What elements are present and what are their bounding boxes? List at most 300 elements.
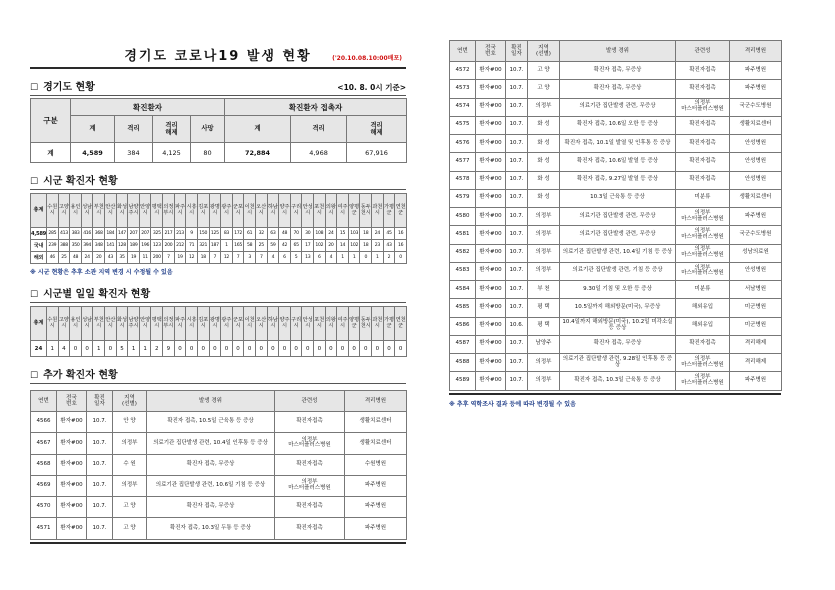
case-nat: 환자#00 [57, 475, 87, 496]
case-nat: 환자#00 [476, 317, 506, 335]
sigun-cell: 17 [302, 240, 314, 252]
table-row [450, 189, 782, 207]
sigun-row [31, 252, 407, 264]
sigun-cell: 20 [93, 252, 105, 264]
sigun-cell: 45 [383, 228, 395, 240]
case-cause: 의료기관 집단발생 관련, 무증상 [560, 226, 676, 244]
daily-cell: 0 [81, 341, 93, 357]
city-header: 가평군 [383, 194, 395, 228]
case-hospital: 파주병원 [730, 62, 782, 80]
table-row [450, 98, 782, 116]
table-row [450, 62, 782, 80]
daily-cell: 5 [116, 341, 128, 357]
sigun-cell: 42 [279, 240, 291, 252]
daily-cell: 1 [139, 341, 151, 357]
summary-subheader: 계 [225, 116, 291, 143]
case-region: 평 택 [528, 317, 560, 335]
gg-summary-table [30, 98, 407, 163]
summary-value: 72,884 [225, 143, 291, 163]
city-header: 성남시 [81, 194, 93, 228]
sigun-cell: 70 [290, 228, 302, 240]
case-cause: 확진자 접촉, 10.5일 근육통 등 증상 [147, 412, 275, 433]
case-nat: 환자#00 [476, 354, 506, 372]
cases-table-right [449, 40, 782, 391]
case-no: 4589 [450, 372, 476, 390]
case-nat: 환자#00 [476, 135, 506, 153]
city-header: 성남시 [81, 307, 93, 341]
city-header: 광명시 [209, 307, 221, 341]
case-hospital: 안성병원 [730, 153, 782, 171]
case-nat: 환자#00 [476, 335, 506, 353]
city-header: 하남시 [267, 307, 279, 341]
case-nat: 환자#00 [476, 116, 506, 134]
sigun-cell: 184 [105, 228, 117, 240]
case-cause: 확진자 접촉, 무증상 [147, 454, 275, 475]
case-relation: 확진자접촉 [676, 80, 730, 98]
sigun-row [31, 240, 407, 252]
cases-header: 확진 일자 [87, 391, 113, 412]
cases-table-left [30, 390, 407, 540]
sigun-cell: 187 [209, 240, 221, 252]
city-header: 군포시 [232, 194, 244, 228]
case-no: 4571 [31, 518, 57, 539]
section-gg-header [30, 78, 406, 93]
city-header: 김포시 [197, 194, 209, 228]
city-header: 이천시 [244, 194, 256, 228]
footnote: ※ 추후 역학조사 결과 등에 따라 변경될 수 있음 [449, 400, 576, 408]
case-no: 4570 [31, 497, 57, 518]
case-no: 4569 [31, 475, 57, 496]
case-region: 의정부 [528, 354, 560, 372]
case-cause: 10.3일 근육통 등 증상 [560, 189, 676, 207]
city-header: 오산시 [255, 194, 267, 228]
city-header: 남양주시 [128, 194, 140, 228]
case-hospital: 국군수도병원 [730, 98, 782, 116]
case-hospital: 안성병원 [730, 135, 782, 153]
case-relation: 의정부 마스터플러스병원 [676, 262, 730, 280]
case-cause: 의료기관 집단발생 관련, 무증상 [560, 208, 676, 226]
cases-header: 발생 경위 [147, 391, 275, 412]
case-relation: 의정부 마스터플러스병원 [676, 244, 730, 262]
city-header: 의정부시 [163, 194, 175, 228]
daily-cell: 1 [93, 341, 105, 357]
section-sigun-header [30, 172, 406, 187]
sigun-cell: 7 [255, 252, 267, 264]
sigun-cell: 212 [174, 240, 186, 252]
sigun-cell: 9 [186, 228, 198, 240]
sigun-cell: 388 [58, 240, 70, 252]
case-nat: 환자#00 [476, 80, 506, 98]
daily-cell: 1 [47, 341, 59, 357]
sigun-table [30, 193, 407, 264]
sigun-cell: 18 [360, 240, 372, 252]
daily-cell: 0 [279, 341, 291, 357]
title-divider [30, 67, 406, 69]
city-header: 광명시 [209, 194, 221, 228]
city-header: 군포시 [232, 307, 244, 341]
city-header: 가평군 [383, 307, 395, 341]
sigun-cell: 200 [151, 252, 163, 264]
table-row [450, 135, 782, 153]
case-hospital: 안성병원 [730, 171, 782, 189]
case-hospital: 생활치료센터 [345, 412, 407, 433]
case-no: 4566 [31, 412, 57, 433]
daily-cell: 9 [163, 341, 175, 357]
case-date: 10.7. [87, 475, 113, 496]
city-header: 연천군 [395, 307, 407, 341]
sigun-cell: 4 [325, 252, 337, 264]
case-hospital: 파주병원 [345, 518, 407, 539]
city-header: 화성시 [116, 194, 128, 228]
case-region: 남양주 [528, 335, 560, 353]
city-header: 과천시 [372, 307, 384, 341]
sigun-cell: 18 [197, 252, 209, 264]
case-cause: 의료기관 집단발생 관련, 10.6일 기침 등 증상 [147, 475, 275, 496]
case-hospital: 생활치료센터 [730, 189, 782, 207]
case-date: 10.6. [506, 317, 528, 335]
case-cause: 확진자 접촉, 10.3일 근육통 등 증상 [560, 372, 676, 390]
summary-subheader: 격리 해제 [153, 116, 191, 143]
case-region: 의정부 [528, 226, 560, 244]
sigun-cell: 3 [244, 252, 256, 264]
daily-cell: 0 [325, 341, 337, 357]
case-no: 4586 [450, 317, 476, 335]
sigun-cell: 239 [47, 240, 59, 252]
sigun-cell: 14 [337, 240, 349, 252]
case-date: 10.7. [506, 116, 528, 134]
case-relation: 확진자접촉 [275, 454, 345, 475]
section-daily-header [30, 285, 406, 300]
case-no: 4573 [450, 80, 476, 98]
daily-cell: 0 [186, 341, 198, 357]
case-nat: 환자#00 [476, 226, 506, 244]
sigun-cell: 19 [174, 252, 186, 264]
daily-cell: 0 [337, 341, 349, 357]
case-relation: 확진자접촉 [676, 116, 730, 134]
sigun-cell: 350 [70, 240, 82, 252]
daily-row [31, 341, 407, 357]
case-cause: 의료기관 집단발생 관련, 10.4일 기침 등 증상 [560, 244, 676, 262]
cases-header: 연번 [31, 391, 57, 412]
case-cause: 확진자 접촉, 10.6일 오한 등 증상 [560, 116, 676, 134]
sigun-cell: 0 [395, 252, 407, 264]
sigun-cell: 108 [314, 228, 326, 240]
case-no: 4583 [450, 262, 476, 280]
section-gg-title: 경기도 현황 [43, 82, 95, 93]
case-nat: 환자#00 [476, 62, 506, 80]
case-date: 10.7. [506, 135, 528, 153]
section-added-title: 추가 확진자 현황 [43, 370, 118, 381]
daily-cell: 0 [70, 341, 82, 357]
case-nat: 환자#00 [476, 153, 506, 171]
case-region: 수 원 [113, 454, 147, 475]
city-header: 의왕시 [325, 307, 337, 341]
table-row [31, 497, 407, 518]
sigun-cell: 25 [58, 252, 70, 264]
case-date: 10.7. [87, 412, 113, 433]
case-no: 4578 [450, 171, 476, 189]
case-date: 10.7. [506, 189, 528, 207]
city-header: 구리시 [290, 307, 302, 341]
total-header: 총계 [31, 307, 47, 341]
case-hospital: 파주병원 [730, 208, 782, 226]
sigun-cell: 172 [232, 228, 244, 240]
case-no: 4577 [450, 153, 476, 171]
case-date: 10.7. [506, 299, 528, 317]
case-nat: 환자#00 [57, 433, 87, 454]
sigun-cell: 123 [151, 240, 163, 252]
case-region: 의정부 [528, 98, 560, 116]
group-confirmed: 확진환자 [71, 99, 225, 116]
summary-value: 67,916 [347, 143, 407, 163]
daily-cell: 0 [383, 341, 395, 357]
sigun-cell: 368 [93, 228, 105, 240]
case-date: 10.7. [87, 518, 113, 539]
daily-cell: 0 [372, 341, 384, 357]
case-region: 화 성 [528, 153, 560, 171]
sigun-cell: 7 [163, 252, 175, 264]
left-column [30, 42, 406, 544]
daily-row-label: 24 [31, 341, 47, 357]
daily-cell: 0 [221, 341, 233, 357]
table-row [450, 244, 782, 262]
case-date: 10.7. [506, 226, 528, 244]
sigun-cell: 128 [116, 240, 128, 252]
table-row [31, 412, 407, 433]
case-date: 10.7. [506, 153, 528, 171]
sigun-cell: 24 [81, 252, 93, 264]
case-region: 고 양 [528, 62, 560, 80]
city-header: 양평군 [348, 307, 360, 341]
sigun-row-label: 4,589 [31, 228, 47, 240]
city-header: 과천시 [372, 194, 384, 228]
city-header: 의왕시 [325, 194, 337, 228]
city-header: 양주시 [279, 307, 291, 341]
case-relation: 의정부 마스터플러스병원 [275, 475, 345, 496]
case-region: 평 택 [528, 299, 560, 317]
case-cause: 확진자 접촉, 무증상 [560, 335, 676, 353]
sigun-cell: 213 [174, 228, 186, 240]
case-nat: 환자#00 [476, 189, 506, 207]
case-hospital: 수원병원 [345, 454, 407, 475]
city-header: 수원시 [47, 307, 59, 341]
city-header: 안성시 [302, 307, 314, 341]
case-hospital: 파주병원 [345, 475, 407, 496]
case-relation: 확진자접촉 [275, 497, 345, 518]
case-no: 4582 [450, 244, 476, 262]
case-region: 의정부 [113, 475, 147, 496]
empty-square-icon: ☐ [30, 83, 39, 93]
case-region: 고 양 [113, 518, 147, 539]
case-cause: 10.5일까지 해외방문(미국), 무증상 [560, 299, 676, 317]
summary-value: 4,125 [153, 143, 191, 163]
city-header: 양평군 [348, 194, 360, 228]
total-header: 총계 [31, 194, 47, 228]
case-cause: 확진자 접촉, 10.6일 발열 등 증상 [560, 153, 676, 171]
daily-cell: 0 [232, 341, 244, 357]
table-row [450, 317, 782, 335]
sigun-cell: 217 [163, 228, 175, 240]
summary-subheader: 격리 해제 [347, 116, 407, 143]
case-no: 4587 [450, 335, 476, 353]
page-title: 경기도 코로나19 발생 현황 [124, 49, 312, 64]
case-date: 10.7. [87, 454, 113, 475]
sigun-cell: 348 [93, 240, 105, 252]
table-row [450, 335, 782, 353]
sigun-cell: 1 [221, 240, 233, 252]
case-relation: 의정부 마스터플러스병원 [676, 372, 730, 390]
sigun-cell: 16 [395, 228, 407, 240]
case-cause: 의료기관 집단발생 관련, 기침 등 증상 [560, 262, 676, 280]
sigun-cell: 321 [197, 240, 209, 252]
case-region: 화 성 [528, 135, 560, 153]
daily-cell: 4 [58, 341, 70, 357]
sigun-cell: 12 [221, 252, 233, 264]
case-hospital: 국군수도병원 [730, 226, 782, 244]
case-region: 의정부 [528, 262, 560, 280]
summary-subheader: 계 [71, 116, 115, 143]
sigun-row [31, 228, 407, 240]
cases-header: 관련성 [676, 41, 730, 62]
case-no: 4574 [450, 98, 476, 116]
table-row [450, 171, 782, 189]
city-header: 여주시 [337, 194, 349, 228]
city-header: 안성시 [302, 194, 314, 228]
sigun-cell: 4 [267, 252, 279, 264]
sigun-note: ※ 시군 현황은 추후 소관 지역 변경 시 수정될 수 있음 [30, 269, 173, 276]
case-nat: 환자#00 [476, 171, 506, 189]
sigun-cell: 325 [151, 228, 163, 240]
sigun-cell: 1 [372, 252, 384, 264]
city-header: 광주시 [221, 194, 233, 228]
case-cause: 확진자 접촉, 무증상 [560, 80, 676, 98]
sigun-cell: 24 [372, 228, 384, 240]
table-row [450, 372, 782, 390]
city-header: 수원시 [47, 194, 59, 228]
section-added-header [30, 366, 406, 381]
city-header: 동두천시 [360, 307, 372, 341]
case-cause: 확진자 접촉, 무증상 [147, 497, 275, 518]
daily-cell: 0 [314, 341, 326, 357]
daily-cell: 0 [395, 341, 407, 357]
table-bottom-rule [30, 542, 406, 544]
table-row [450, 262, 782, 280]
sigun-cell: 32 [255, 228, 267, 240]
case-date: 10.7. [506, 62, 528, 80]
case-relation: 확진자접촉 [676, 135, 730, 153]
case-region: 화 성 [528, 171, 560, 189]
daily-cell: 0 [105, 341, 117, 357]
case-nat: 환자#00 [476, 244, 506, 262]
case-hospital: 파주병원 [730, 80, 782, 98]
case-relation: 확진자접촉 [676, 171, 730, 189]
case-relation: 의정부 마스터플러스병원 [676, 354, 730, 372]
sigun-cell: 416 [81, 228, 93, 240]
cases-header: 지역 (선별) [113, 391, 147, 412]
city-header: 여주시 [337, 307, 349, 341]
daily-cell: 0 [302, 341, 314, 357]
case-relation: 확진자접촉 [676, 335, 730, 353]
sigun-cell: 413 [58, 228, 70, 240]
sigun-cell: 6 [314, 252, 326, 264]
case-cause: 9.30일 기침 및 오한 등 증상 [560, 281, 676, 299]
city-header: 안양시 [139, 307, 151, 341]
section-divider [30, 302, 406, 303]
daily-cell: 2 [151, 341, 163, 357]
case-cause: 확진자 접촉, 9.27일 발열 등 증상 [560, 171, 676, 189]
case-hospital: 성남의료원 [730, 244, 782, 262]
cases-header: 격리병원 [730, 41, 782, 62]
table-row [450, 116, 782, 134]
cases-header: 지역 (선별) [528, 41, 560, 62]
case-date: 10.7. [506, 244, 528, 262]
sigun-cell: 48 [70, 252, 82, 264]
case-relation: 해외유입 [676, 299, 730, 317]
sigun-cell: 150 [197, 228, 209, 240]
daily-cell: 0 [197, 341, 209, 357]
city-header: 포천시 [314, 194, 326, 228]
case-hospital: 파주병원 [345, 497, 407, 518]
summary-total-row [31, 143, 407, 163]
case-cause: 확진자 접촉, 10.3일 두통 등 증상 [147, 518, 275, 539]
case-hospital: 생활치료센터 [730, 116, 782, 134]
city-header: 안양시 [139, 194, 151, 228]
sigun-cell: 125 [209, 228, 221, 240]
cases-header: 관련성 [275, 391, 345, 412]
table-row [450, 354, 782, 372]
case-nat: 환자#00 [476, 262, 506, 280]
city-header: 양주시 [279, 194, 291, 228]
summary-value: 4,589 [71, 143, 115, 163]
cases-header: 발생 경위 [560, 41, 676, 62]
sigun-cell: 58 [244, 240, 256, 252]
city-header: 포천시 [314, 307, 326, 341]
city-header: 의정부시 [163, 307, 175, 341]
sigun-cell: 83 [221, 228, 233, 240]
case-relation: 확진자접촉 [275, 518, 345, 539]
case-no: 4572 [450, 62, 476, 80]
daily-cell: 0 [360, 341, 372, 357]
city-header: 안산시 [105, 194, 117, 228]
title-row [30, 42, 406, 64]
section-divider [30, 95, 406, 96]
case-cause: 의료기관 집단발생 관련, 9.28일 인후통 등 증상 [560, 354, 676, 372]
case-relation: 의정부 마스터플러스병원 [676, 98, 730, 116]
case-date: 10.7. [506, 335, 528, 353]
case-date: 10.7. [506, 208, 528, 226]
city-header: 이천시 [244, 307, 256, 341]
city-header: 광주시 [221, 307, 233, 341]
case-hospital: 격리해제 [730, 354, 782, 372]
case-region: 고 양 [528, 80, 560, 98]
city-header: 용인시 [70, 194, 82, 228]
summary-value: 384 [115, 143, 153, 163]
city-header: 부천시 [93, 194, 105, 228]
sigun-cell: 7 [209, 252, 221, 264]
case-date: 10.7. [506, 281, 528, 299]
sigun-cell: 16 [395, 240, 407, 252]
sigun-cell: 11 [139, 252, 151, 264]
city-header: 안산시 [105, 307, 117, 341]
city-header: 김포시 [197, 307, 209, 341]
case-nat: 환자#00 [57, 454, 87, 475]
case-relation: 의정부 마스터플러스병원 [676, 226, 730, 244]
city-header: 용인시 [70, 307, 82, 341]
sigun-cell: 285 [47, 228, 59, 240]
table-row [31, 433, 407, 454]
sigun-cell: 19 [128, 252, 140, 264]
case-nat: 환자#00 [57, 412, 87, 433]
